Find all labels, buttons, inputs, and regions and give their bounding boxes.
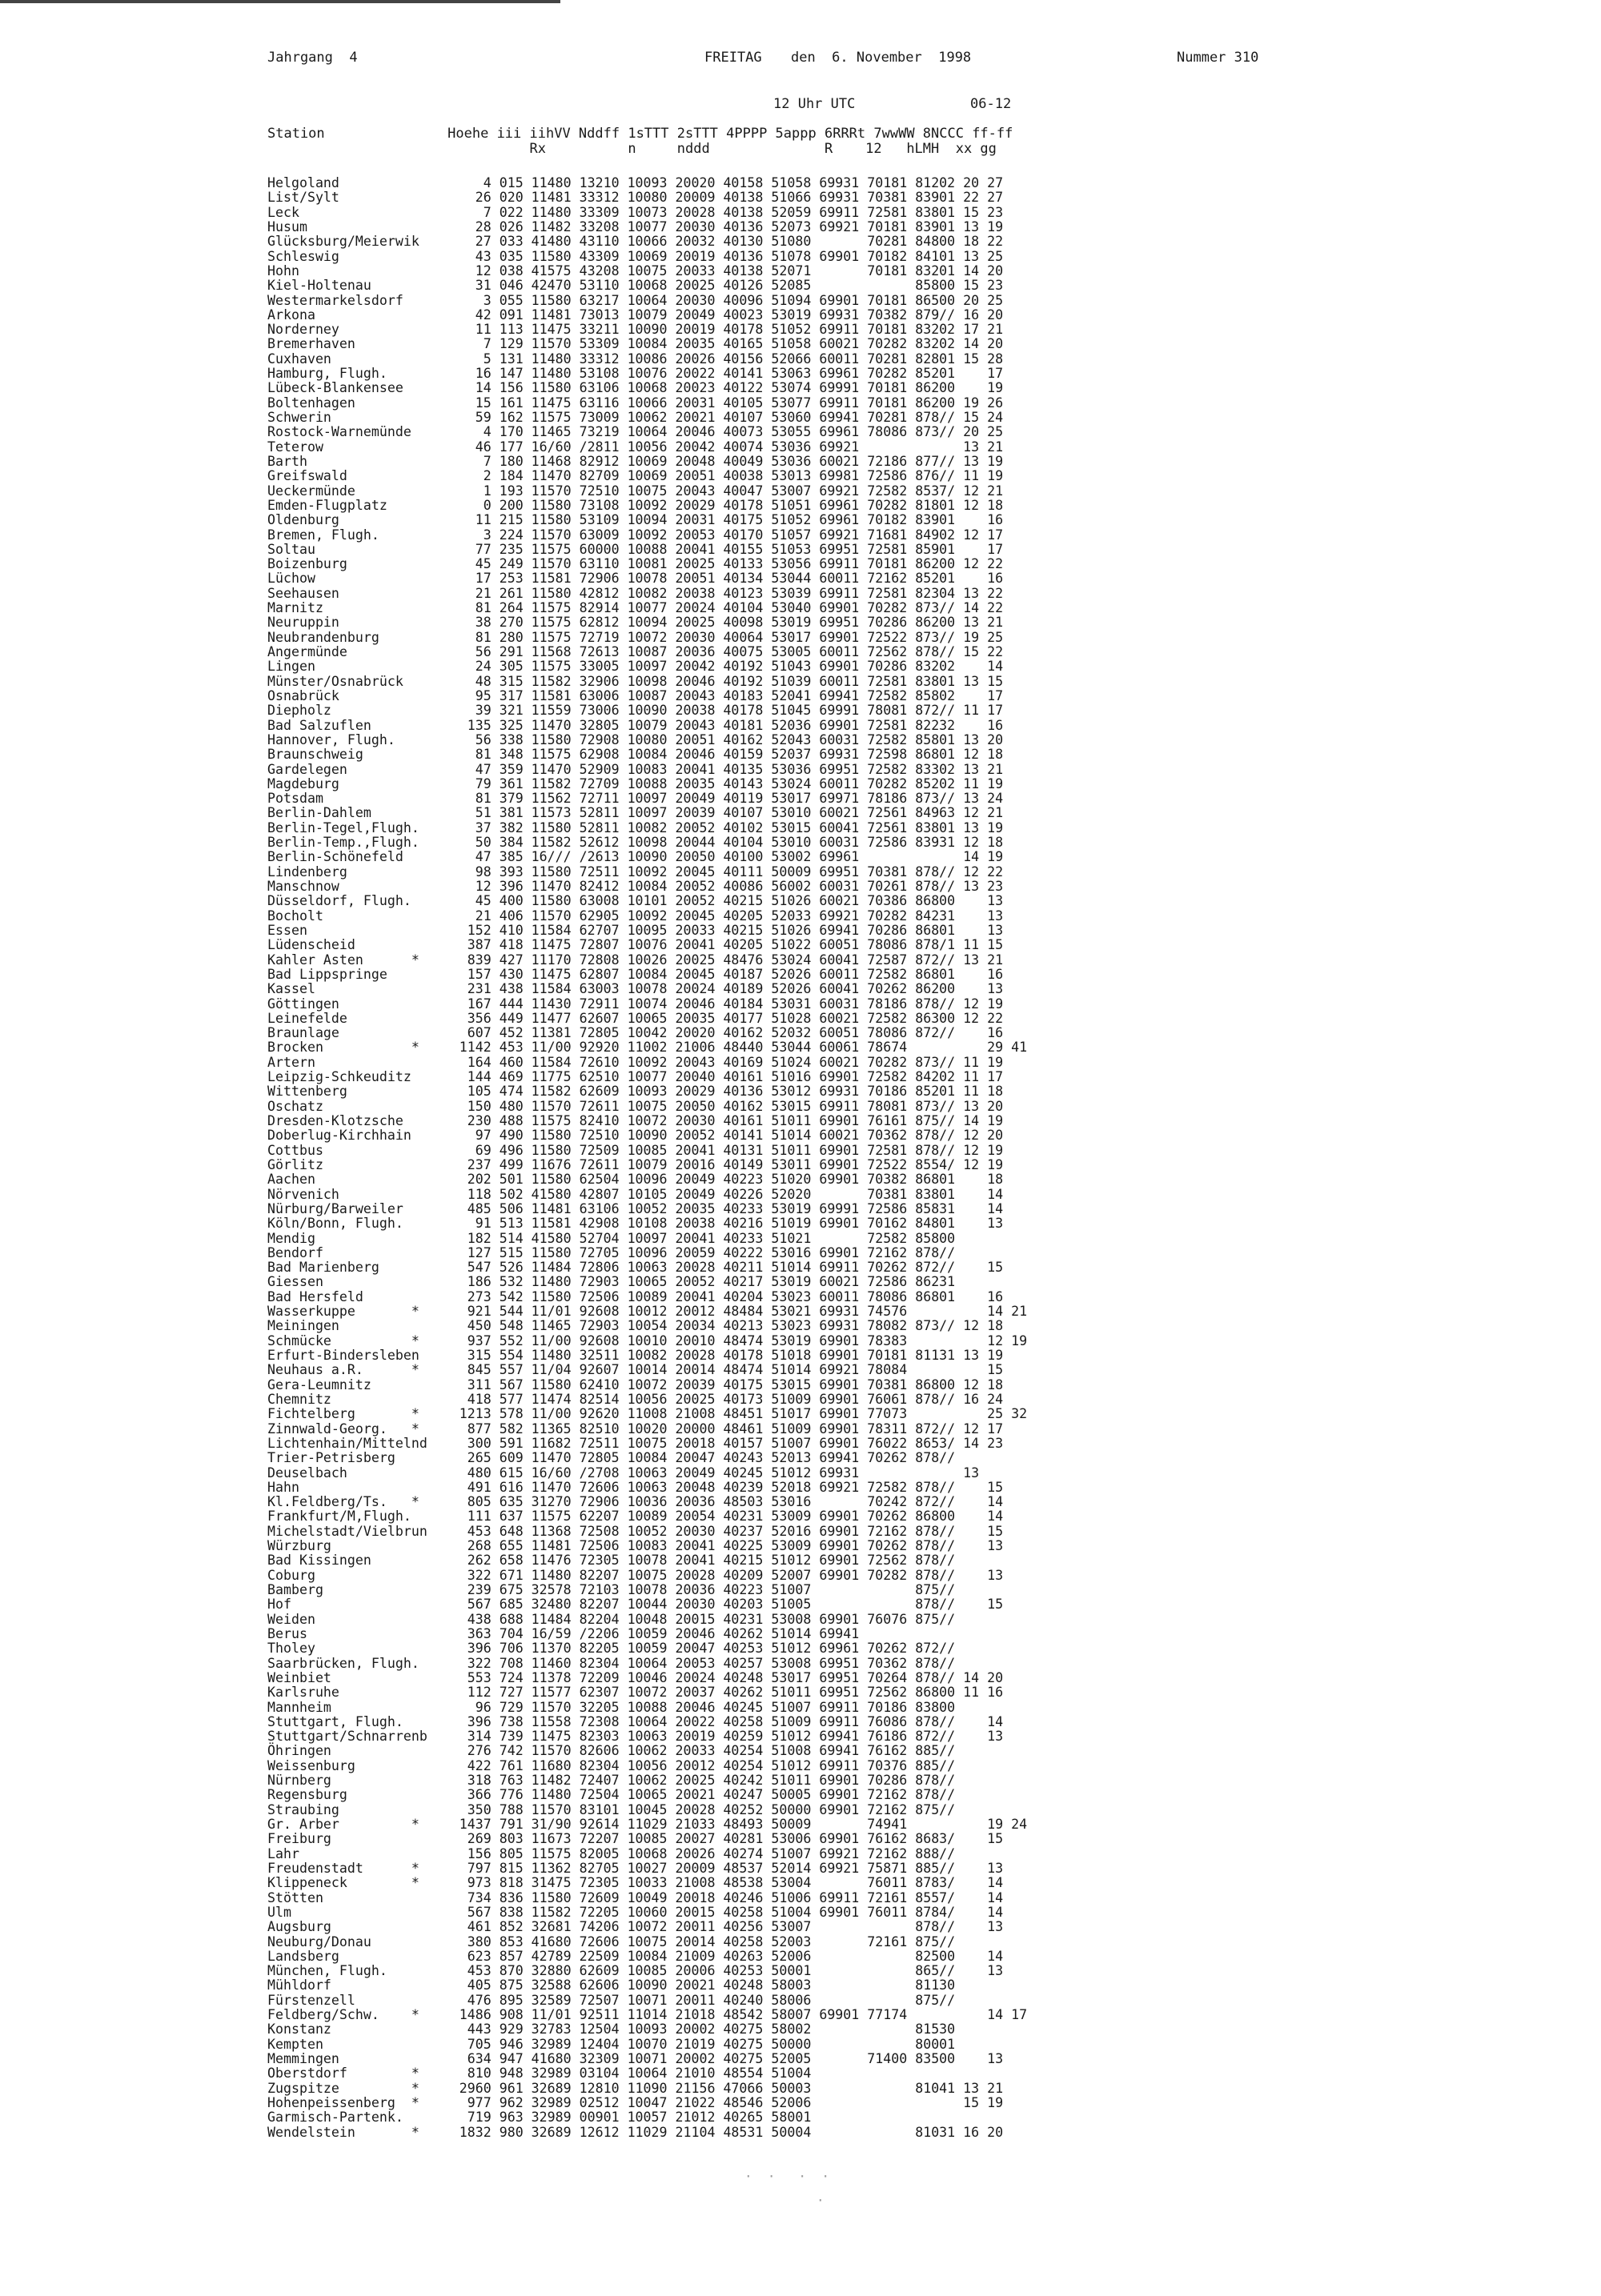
station-row: Bendorf 127 515 11580 72705 10096 20059 40222 53016 69901 72162 878// [267, 1244, 956, 1260]
volume-label: Jahrgang 4 [267, 50, 358, 66]
station-row: Schwerin 59 162 11575 73009 10062 20021 40107 53060 69941 70281 878// 15 24 [267, 410, 1004, 425]
station-row: Frankfurt/M,Flugh. 111 637 11575 62207 10089 20054 40231 53009 69901 70262 86800 14 [267, 1509, 1004, 1525]
station-row: Norderney 11 113 11475 33211 10090 20019 40178 51052 69911 70181 83202 17 21 [267, 322, 1004, 338]
station-row: Tholey 396 706 11370 82205 10059 20047 40253 51012 69961 70262 872// [267, 1641, 956, 1657]
station-row: Stötten 734 836 11580 72609 10049 20018 40246 51006 69911 72161 8557/ 14 [267, 1889, 1004, 1905]
station-row: Kahler Asten * 839 427 11170 72808 10026 20025 48476 53024 60041 72587 872// 13 21 [267, 952, 1004, 968]
station-row: Hamburg, Flugh. 16 147 11480 53108 10076 20022 40141 53063 69961 70282 85201 17 [267, 366, 1004, 382]
station-row: Leinefelde 356 449 11477 62607 10065 20035 40177 51028 60021 72582 86300 12 22 [267, 1010, 1004, 1026]
station-row: Schleswig 43 035 11580 43309 10069 20019 40136 51078 69901 70182 84101 13 25 [267, 248, 1004, 264]
station-row: Garmisch-Partenk. 719 963 32989 00901 10057 21012 40265 58001 [267, 2110, 812, 2126]
station-row: Trier-Petrisberg 265 609 11470 72805 10084 20047 40243 52013 69941 70262 878// [267, 1450, 956, 1466]
station-row: Bad Salzuflen 135 325 11470 32805 10079 20043 40181 52036 69901 72581 82232 16 [267, 717, 1004, 733]
station-row: Essen 152 410 11584 62707 10095 20033 40215 51026 69941 70286 86801 13 [267, 922, 1004, 938]
station-row: Brocken * 1142 453 11/00 92920 11002 21006 48440 53044 60061 78674 29 41 [267, 1040, 1028, 1056]
station-row: Ueckermünde 1 193 11570 72510 10075 20043 40047 53007 69921 72582 8537/ 12 21 [267, 483, 1004, 499]
station-row: Lingen 24 305 11575 33005 10097 20042 40192 51043 69901 70286 83202 14 [267, 659, 1004, 675]
weekday-label: FREITAG [704, 50, 762, 66]
station-row: Würzburg 268 655 11481 72506 10083 20041 40225 53009 69901 70262 878// 13 [267, 1538, 1004, 1554]
station-row: Öhringen 276 742 11570 82606 10062 20033 40254 51008 69941 76162 885// [267, 1743, 956, 1759]
station-row: Chemnitz 418 577 11474 82514 10056 20025 40173 51009 69901 76061 878// 16 24 [267, 1391, 1004, 1407]
station-row: Berlin-Dahlem 51 381 11573 52811 10097 20039 40107 53010 60021 72561 84963 12 21 [267, 805, 1004, 821]
station-row: Kassel 231 438 11584 63003 10078 20024 40189 52026 60041 70262 86200 13 [267, 981, 1004, 997]
station-row: Magdeburg 79 361 11582 72709 10088 20035 40143 53024 60011 70282 85202 11 19 [267, 775, 1004, 791]
station-row: Coburg 322 671 11480 82207 10075 20028 40209 52007 69901 70282 878// 13 [267, 1567, 1004, 1583]
station-row: Deuselbach 480 615 16/60 /2708 10063 20049 40245 51012 69931 13 [267, 1465, 980, 1481]
station-row: Stuttgart, Flugh. 396 738 11558 72308 10064 20022 40258 51009 69911 76086 878// 14 [267, 1713, 1004, 1729]
station-row: Neuhaus a.R. * 845 557 11/04 92607 10014 20014 48474 51014 69921 78084 15 [267, 1362, 1004, 1378]
station-row: Lüchow 17 253 11581 72906 10078 20051 40134 53044 60011 72162 85201 16 [267, 571, 1004, 587]
station-row: Wittenberg 105 474 11582 62609 10093 20029 40136 53012 69931 70186 85201 11 18 [267, 1084, 1004, 1100]
station-row: Köln/Bonn, Flugh. 91 513 11581 42908 10108 20038 40216 51019 69901 70162 84801 13 [267, 1216, 1004, 1232]
station-row: Lübeck-Blankensee 14 156 11580 63106 10068 20023 40122 53074 69991 70181 86200 19 [267, 380, 1004, 396]
station-row: Landsberg 623 857 42789 22509 10084 21009 40263 52006 82500 14 [267, 1948, 1004, 1964]
station-row: Bad Kissingen 262 658 11476 72305 10078 20041 40215 51012 69901 72562 878// [267, 1553, 956, 1569]
station-row: Bad Marienberg 547 526 11484 72806 10063 20028 40211 51014 69911 70262 872// 15 [267, 1260, 1004, 1276]
station-row: Regensburg 366 776 11480 72504 10065 20021 40247 50005 69901 72162 878// [267, 1787, 956, 1803]
station-row: Oberstdorf * 810 948 32989 03104 10064 21010 48554 51004 [267, 2066, 812, 2082]
station-row: Oldenburg 11 215 11580 53109 10094 20031 40175 51052 69961 70182 83901 16 [267, 512, 1004, 528]
station-row: Lichtenhain/Mittelnd 300 591 11682 72511 10075 20018 40157 51007 69901 76022 8653/ 14 23 [267, 1435, 1004, 1451]
station-row: Meiningen 450 548 11465 72903 10054 20034 40213 53023 69931 78082 873// 12 18 [267, 1318, 1004, 1334]
station-row: Potsdam 81 379 11562 72711 10097 20049 40119 53017 69971 78186 873// 13 24 [267, 791, 1004, 807]
station-row: Zinnwald-Georg. * 877 582 11365 82510 10020 20000 48461 51009 69901 78311 872// 12 17 [267, 1420, 1004, 1437]
station-row: Weiden 438 688 11484 82204 10048 20015 40231 53008 69901 76076 875// [267, 1611, 956, 1627]
station-row: Hohn 12 038 41575 43208 10075 20033 40138 52071 70181 83201 14 20 [267, 262, 1004, 278]
date-label: den 6. November 1998 [791, 50, 972, 66]
station-row: Neuburg/Donau 380 853 41680 72606 10075 20014 40258 52003 72161 875// [267, 1933, 956, 1949]
station-row: Weissenburg 422 761 11680 82304 10056 20012 40254 51012 69911 70376 885// [267, 1757, 956, 1773]
station-row: Arkona 42 091 11481 73013 10079 20049 40023 53019 69931 70382 879// 16 20 [267, 307, 1004, 323]
station-row: Leipzig-Schkeuditz 144 469 11775 62510 10077 20040 40161 51016 69901 72582 84202 11 17 [267, 1069, 1004, 1085]
station-row: Lindenberg 98 393 11580 72511 10092 20045 40111 50009 69951 70381 878// 12 22 [267, 864, 1004, 880]
station-row: Weinbiet 553 724 11378 72209 10046 20024 40248 53017 69951 70264 878// 14 20 [267, 1669, 1004, 1685]
station-row: Görlitz 237 499 11676 72611 10079 20016 40149 53011 69901 72522 8554/ 12 19 [267, 1156, 1004, 1172]
station-row: Barth 7 180 11468 82912 10069 20048 40049 53036 60021 72186 877// 13 19 [267, 453, 1004, 469]
station-row: Münster/Osnabrück 48 315 11582 32906 10098 20046 40192 51039 60011 72581 83801 13 15 [267, 673, 1004, 689]
station-row: Saarbrücken, Flugh. 322 708 11460 82304 10064 20053 40257 53008 69951 70362 878// [267, 1655, 956, 1671]
station-row: Straubing 350 788 11570 83101 10045 20028 40252 50000 69901 72162 875// [267, 1801, 956, 1817]
station-row: Schmücke * 937 552 11/00 92608 10010 20010 48474 53019 69901 78383 12 19 [267, 1332, 1028, 1348]
station-row: Bad Hersfeld 273 542 11580 72506 10089 20041 40204 53023 60011 78086 86801 16 [267, 1288, 1004, 1304]
station-row: Emden-Flugplatz 0 200 11580 73108 10092 20029 40178 51051 69961 70282 81801 12 18 [267, 497, 1004, 513]
station-row: Leck 7 022 11480 33309 10073 20028 40138 52059 69911 72581 83801 15 23 [267, 204, 1004, 220]
station-row: Kiel-Holtenau 31 046 42470 53110 10068 20025 40126 52085 85800 15 23 [267, 278, 1004, 294]
station-row: Augsburg 461 852 32681 74206 10072 20011 40256 53007 878// 13 [267, 1919, 1004, 1935]
station-row: Dresden-Klotzsche 230 488 11575 82410 10072 20030 40161 51011 69901 76161 875// 14 19 [267, 1113, 1004, 1128]
issue-number: Nummer 310 [1177, 50, 1259, 66]
station-row: Feldberg/Schw. * 1486 908 11/01 92511 11014 21018 48542 58007 69901 77174 14 17 [267, 2007, 1028, 2023]
station-row: Fichtelberg * 1213 578 11/00 92620 11008 21008 48451 51017 69901 77073 25 32 [267, 1406, 1028, 1422]
observation-period: 06-12 [970, 96, 1012, 112]
station-row: Memmingen 634 947 41680 32309 10071 20002 40275 52005 71400 83500 13 [267, 2051, 1004, 2066]
station-row: Bremerhaven 7 129 11570 53309 10084 20035 40165 51058 60021 70282 83202 14 20 [267, 336, 1004, 352]
station-row: Göttingen 167 444 11430 72911 10074 20046 40184 53031 60031 78186 878// 12 19 [267, 996, 1004, 1012]
station-row: Seehausen 21 261 11580 42812 10082 20038 40123 53039 69911 72581 82304 13 22 [267, 585, 1004, 601]
station-row: Boltenhagen 15 161 11475 63116 10066 20031 40105 53077 69911 70181 86200 19 26 [267, 395, 1004, 411]
station-row: Karlsruhe 112 727 11577 62307 10072 20037 40262 51011 69951 72562 86800 11 16 [267, 1685, 1004, 1701]
station-row: List/Sylt 26 020 11481 33312 10080 20009 40138 51066 69931 70381 83901 22 27 [267, 190, 1004, 206]
station-row: Bad Lippspringe 157 430 11475 62807 10084 20045 40187 52026 60011 72582 86801 16 [267, 966, 1004, 982]
station-row: Fürstenzell 476 895 32589 72507 10071 20011 40240 58006 875// [267, 1992, 956, 2008]
station-row: Giessen 186 532 11480 72903 10065 20052 40217 53019 60021 72586 86231 [267, 1274, 956, 1290]
station-row: Mühldorf 405 875 32588 62606 10090 20021 40248 58003 81130 [267, 1977, 956, 1993]
column-header-line: Rx n nddd R 12 hLMH xx gg [267, 141, 997, 157]
column-header-line: Station Hoehe iii iihVV Nddff 1sTTT 2sTTT 4PPPP 5appp 6RRRt 7wwWW 8NCCC ff-ff [267, 126, 1013, 142]
station-row: Bremen, Flugh. 3 224 11570 63009 10092 20053 40170 51057 69921 71681 84902 12 17 [267, 527, 1004, 543]
station-row: Manschnow 12 396 11470 82412 10084 20052 40086 56002 60031 70261 878// 13 23 [267, 879, 1004, 894]
station-row: Gera-Leumnitz 311 567 11580 62410 10072 20039 40175 53015 69901 70381 86800 12 18 [267, 1376, 1004, 1392]
station-row: Neuruppin 38 270 11575 62812 10094 20025 40098 53019 69951 70286 86200 13 21 [267, 615, 1004, 631]
station-row: Rostock-Warnemünde 4 170 11465 73219 10064 20046 40073 53055 69961 78086 873// 20 25 [267, 424, 1004, 440]
station-row: Berlin-Schönefeld 47 385 16/// /2613 10090 20050 40100 53002 69961 14 19 [267, 849, 1004, 865]
station-row: Berus 363 704 16/59 /2206 10059 20046 40262 51014 69941 [267, 1625, 860, 1641]
station-row: Soltau 77 235 11575 60000 10088 20041 40155 51053 69951 72581 85901 17 [267, 541, 1004, 557]
station-row: Hohenpeissenberg * 977 962 32989 02512 10047 21022 48546 52006 15 19 [267, 2094, 1004, 2110]
station-row: Nürnberg 318 763 11482 72407 10062 20025 40242 51011 69901 70286 878// [267, 1773, 956, 1789]
station-row: Zugspitze * 2960 961 32689 12810 11090 21156 47066 50003 81041 13 21 [267, 2080, 1004, 2096]
station-row: Mendig 182 514 41580 52704 10097 20041 40233 51021 72582 85800 [267, 1230, 956, 1246]
station-row: Kempten 705 946 32989 12404 10070 21019 40275 50000 80001 [267, 2036, 956, 2052]
station-row: Michelstadt/Vielbrun 453 648 11368 72508 10052 20030 40237 52016 69901 72162 878// 15 [267, 1523, 1004, 1539]
station-row: Teterow 46 177 16/60 /2811 10056 20042 40074 53036 69921 13 21 [267, 439, 1004, 455]
top-rule [0, 0, 560, 3]
station-row: Nörvenich 118 502 41580 42807 10105 20049 40226 52020 70381 83801 14 [267, 1186, 1004, 1202]
station-row: Stuttgart/Schnarrenb 314 739 11475 82303 10063 20019 40259 51012 69941 76186 872// 13 [267, 1729, 1004, 1745]
station-row: Lüdenscheid 387 418 11475 72807 10076 20041 40205 51022 60051 78086 878/1 11 15 [267, 937, 1004, 953]
scan-speckle: · [817, 2193, 825, 2208]
station-row: Freiburg 269 803 11673 72207 10085 20027 40281 53006 69901 76162 8683/ 15 [267, 1831, 1004, 1847]
observation-time: 12 Uhr UTC [773, 96, 856, 112]
station-row: Hahn 491 616 11470 72606 10063 20048 40239 52018 69921 72582 878// 15 [267, 1479, 1004, 1495]
station-row: Klippeneck * 973 818 31475 72305 10033 21008 48538 53004 76011 8783/ 14 [267, 1875, 1004, 1891]
station-row: Nürburg/Barweiler 485 506 11481 63106 10052 20035 40233 53019 69991 72586 85831 14 [267, 1200, 1004, 1216]
station-row: Braunlage 607 452 11381 72805 10042 20020 40162 52032 60051 78086 872// 16 [267, 1025, 1004, 1041]
scan-speckle: · · · · [744, 2169, 829, 2184]
station-row: Bamberg 239 675 32578 72103 10078 20036 40223 51007 875// [267, 1582, 956, 1597]
station-row: Mannheim 96 729 11570 32205 10088 20046 40245 51007 69911 70186 83800 [267, 1699, 956, 1715]
station-row: Freudenstadt * 797 815 11362 82705 10027 20009 48537 52014 69921 75871 885// 13 [267, 1860, 1004, 1876]
station-row: Doberlug-Kirchhain 97 490 11580 72510 10090 20052 40141 51014 60021 70362 878// 12 20 [267, 1128, 1004, 1144]
station-row: Gr. Arber * 1437 791 31/90 92614 11029 21033 48493 50009 74941 19 24 [267, 1817, 1028, 1832]
station-table [267, 176, 1027, 2140]
station-row: Düsseldorf, Flugh. 45 400 11580 63008 10101 20052 40215 51026 60021 70386 86800 13 [267, 893, 1004, 909]
station-row: Berlin-Tegel,Flugh. 37 382 11580 52811 10082 20052 40102 53015 60041 72561 83801 13 19 [267, 819, 1004, 835]
station-row: Cuxhaven 5 131 11480 33312 10086 20026 40156 52066 60011 70281 82801 15 28 [267, 351, 1004, 367]
station-row: Westermarkelsdorf 3 055 11580 63217 10064 20030 40096 51094 69901 70181 86500 20 25 [267, 292, 1004, 308]
station-row: Konstanz 443 929 32783 12504 10093 20002 40275 58002 81530 [267, 2022, 956, 2038]
station-row: Husum 28 026 11482 33208 10077 20030 40136 52073 69921 70181 83901 13 19 [267, 218, 1004, 234]
station-row: Oschatz 150 480 11570 72611 10075 20050 40162 53015 69911 78081 873// 13 20 [267, 1098, 1004, 1114]
station-row: Hof 567 685 32480 82207 10044 20030 40203 51005 878// 15 [267, 1597, 1004, 1613]
station-row: Artern 164 460 11584 72610 10092 20043 40169 51024 60021 70282 873// 11 19 [267, 1054, 1004, 1070]
station-row: Angermünde 56 291 11568 72613 10087 20036 40075 53005 60011 72562 878// 15 22 [267, 644, 1004, 659]
station-row: Boizenburg 45 249 11570 63110 10081 20025 40133 53056 69911 70181 86200 12 22 [267, 556, 1004, 572]
station-row: Aachen 202 501 11580 62504 10096 20049 40223 51020 69901 70382 86801 18 [267, 1172, 1004, 1188]
station-row: Erfurt-Bindersleben 315 554 11480 32511 10082 20028 40178 51018 69901 70181 81131 13 19 [267, 1348, 1004, 1363]
station-row: München, Flugh. 453 870 32880 62609 10085 20006 40253 50001 865// 13 [267, 1963, 1004, 1979]
station-row: Osnabrück 95 317 11581 63006 10087 20043 40183 52041 69941 72582 85802 17 [267, 687, 1004, 703]
station-row: Berlin-Temp.,Flugh. 50 384 11582 52612 10098 20044 40104 53010 60031 72586 83931 12 18 [267, 835, 1004, 851]
station-row: Glücksburg/Meierwik 27 033 41480 43110 10066 20032 40130 51080 70281 84800 18 22 [267, 234, 1004, 250]
station-row: Gardelegen 47 359 11470 52909 10083 20041 40135 53036 69951 72582 83302 13 21 [267, 761, 1004, 777]
station-row: Marnitz 81 264 11575 82914 10077 20024 40104 53040 69901 70282 873// 14 22 [267, 600, 1004, 616]
column-header [267, 126, 1013, 157]
station-row: Braunschweig 81 348 11575 62908 10084 20046 40159 52037 69931 72598 86801 12 18 [267, 747, 1004, 763]
station-row: Hannover, Flugh. 56 338 11580 72908 10080 20051 40162 52043 60031 72582 85801 13 20 [267, 731, 1004, 747]
station-row: Cottbus 69 496 11580 72509 10085 20041 40131 51011 69901 72581 878// 12 19 [267, 1142, 1004, 1158]
station-row: Wasserkuppe * 921 544 11/01 92608 10012 20012 48484 53021 69931 74576 14 21 [267, 1304, 1028, 1320]
station-row: Lahr 156 805 11575 82005 10068 20026 40274 51007 69921 72162 888// [267, 1845, 956, 1861]
station-row: Greifswald 2 184 11470 82709 10069 20051 40038 53013 69981 72586 876// 11 19 [267, 468, 1004, 484]
station-row: Neubrandenburg 81 280 11575 72719 10072 20030 40064 53017 69901 72522 873// 19 25 [267, 629, 1004, 645]
station-row: Bocholt 21 406 11570 62905 10092 20045 40205 52033 69921 70282 84231 13 [267, 908, 1004, 924]
station-row: Helgoland 4 015 11480 13210 10093 20020 40158 51058 69931 70181 81202 20 27 [267, 175, 1004, 190]
station-row: Diepholz 39 321 11559 73006 10090 20038 40178 51045 69991 78081 872// 11 17 [267, 703, 1004, 719]
station-row: Kl.Feldberg/Ts. * 805 635 31270 72906 10036 20036 48503 53016 70242 872// 14 [267, 1494, 1004, 1510]
station-row: Ulm 567 838 11582 72205 10060 20015 40258 51004 69901 76011 8784/ 14 [267, 1904, 1004, 1920]
station-row: Wendelstein * 1832 980 32689 12612 11029 21104 48531 50004 81031 16 20 [267, 2124, 1004, 2140]
